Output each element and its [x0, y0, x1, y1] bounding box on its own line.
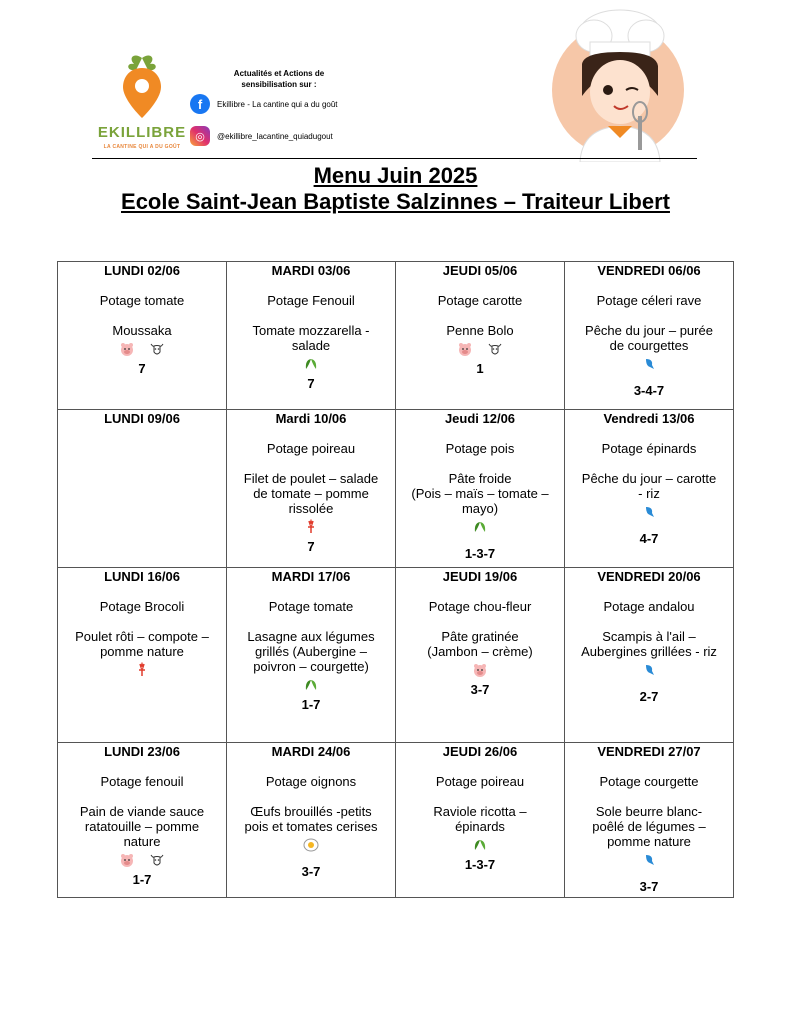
- main-dish: [233, 804, 389, 834]
- day-label: LUNDI 02/06: [104, 263, 180, 278]
- menu-week-row: [58, 262, 734, 410]
- diet-icons: [233, 838, 389, 854]
- menu-day-cell: [58, 568, 227, 743]
- main-dish-line: (Jambon – crème): [427, 644, 533, 659]
- menu-week-row: [58, 568, 734, 743]
- fish-icon: [641, 356, 657, 375]
- main-dish-line: poivron – courgette): [253, 659, 369, 674]
- allergen-codes: 2-7: [639, 689, 659, 704]
- allergen-codes: 3-7: [301, 864, 321, 879]
- main-dish-line: Pâte gratinée: [441, 629, 519, 644]
- diet-icons: [233, 678, 389, 694]
- main-dish-line: Scampis à l'ail –: [602, 629, 696, 644]
- menu-day-cell: [396, 410, 565, 568]
- main-dish-line: Lasagne aux légumes: [247, 629, 375, 644]
- soup-label: Potage andalou: [603, 599, 695, 614]
- cow-icon: [149, 852, 165, 871]
- diet-icons: [233, 520, 389, 536]
- brand-name: EKILLIBRE: [97, 124, 187, 141]
- main-dish: [571, 471, 727, 501]
- menu-week-row: [58, 743, 734, 898]
- soup-label: Potage carotte: [437, 293, 523, 308]
- main-dish-line: Penne Bolo: [446, 323, 514, 338]
- instagram-handle: @ekillibre_lacantine_quiadugout: [217, 131, 333, 141]
- main-dish: [571, 804, 727, 849]
- pig-icon: [119, 341, 135, 360]
- main-dish-line: mayo): [461, 501, 499, 516]
- day-label: VENDREDI 20/06: [597, 569, 701, 584]
- soup-label: Potage Brocoli: [99, 599, 185, 614]
- ekillibre-logo: [92, 52, 192, 162]
- day-label: LUNDI 23/06: [104, 744, 180, 759]
- main-dish-line: épinards: [455, 819, 505, 834]
- allergen-codes: 4-7: [639, 531, 659, 546]
- fish-icon: [641, 852, 657, 871]
- main-dish: [233, 471, 389, 516]
- cow-icon: [487, 341, 503, 360]
- day-label: Mardi 10/06: [275, 411, 347, 426]
- main-dish-line: rissolée: [288, 501, 334, 516]
- day-label: VENDREDI 27/07: [597, 744, 701, 759]
- main-dish-line: salade: [291, 338, 331, 353]
- diet-icons: [64, 342, 220, 358]
- allergen-codes: 1-7: [132, 872, 152, 887]
- vegetarian-leaf-icon: [303, 677, 319, 696]
- main-dish-line: ratatouille – pomme: [84, 819, 200, 834]
- main-dish-line: Aubergines grillées - riz: [581, 644, 717, 659]
- menu-day-cell: [227, 410, 396, 568]
- main-dish: [571, 323, 727, 353]
- main-dish: [402, 629, 558, 659]
- menu-day-cell: [396, 568, 565, 743]
- day-label: JEUDI 26/06: [442, 744, 518, 759]
- main-dish-line: poêlé de légumes –: [592, 819, 706, 834]
- main-dish-line: Moussaka: [112, 323, 172, 338]
- day-label: LUNDI 16/06: [104, 569, 180, 584]
- menu-day-cell: [227, 262, 396, 410]
- main-dish-line: Tomate mozzarella -: [252, 323, 370, 338]
- main-dish-line: Sole beurre blanc-: [595, 804, 703, 819]
- cow-icon: [149, 341, 165, 360]
- allergen-codes: 3-7: [470, 682, 490, 697]
- menu-day-cell: [58, 410, 227, 568]
- main-dish-line: grillés (Aubergine –: [254, 644, 367, 659]
- diet-icons: [402, 342, 558, 358]
- main-dish: [571, 629, 727, 659]
- menu-day-cell: [227, 743, 396, 898]
- main-dish-line: de tomate – pomme: [253, 486, 369, 501]
- diet-icons: [402, 520, 558, 536]
- soup-label: Potage Fenouil: [267, 293, 355, 308]
- instagram-icon: ◎: [190, 126, 210, 146]
- main-dish-line: Pêche du jour – purée: [585, 323, 713, 338]
- day-label: Jeudi 12/06: [444, 411, 516, 426]
- menu-day-cell: [227, 568, 396, 743]
- facebook-icon: f: [190, 94, 210, 114]
- soup-label: Potage tomate: [99, 293, 185, 308]
- chef-illustration: [522, 4, 697, 162]
- menu-day-cell: [565, 743, 734, 898]
- page-subtitle: Ecole Saint-Jean Baptiste Salzinnes – Traiteur Libert: [121, 189, 670, 214]
- egg-icon: [303, 837, 319, 856]
- main-dish: [402, 323, 558, 338]
- menu-day-cell: [396, 262, 565, 410]
- menu-day-cell: [565, 568, 734, 743]
- social-heading: Actualités et Actions de sensibilisation sur :: [233, 69, 325, 89]
- main-dish-line: de courgettes: [609, 338, 689, 353]
- menu-day-cell: [565, 410, 734, 568]
- allergen-codes: 1-3-7: [464, 857, 496, 872]
- allergen-codes: 7: [307, 539, 315, 554]
- main-dish-line: Œufs brouillés -petits: [250, 804, 372, 819]
- soup-label: Potage poireau: [435, 774, 525, 789]
- diet-icons: [571, 663, 727, 679]
- facebook-handle: Ekillibre - La cantine qui a du goût: [217, 99, 338, 109]
- day-label: VENDREDI 06/06: [597, 263, 701, 278]
- menu-day-cell: [58, 262, 227, 410]
- main-dish: [233, 629, 389, 674]
- soup-label: Potage épinards: [601, 441, 697, 456]
- main-dish-line: - riz: [638, 486, 660, 501]
- pig-icon: [472, 662, 488, 681]
- soup-label: Potage oignons: [265, 774, 357, 789]
- menu-day-cell: [58, 743, 227, 898]
- allergen-codes: 1: [476, 361, 484, 376]
- main-dish-line: pomme nature: [607, 834, 691, 849]
- page-title: Menu Juin 2025: [313, 163, 478, 188]
- main-dish: [402, 804, 558, 834]
- diet-icons: [571, 853, 727, 869]
- vegetarian-leaf-icon: [303, 356, 319, 375]
- diet-icons: [233, 357, 389, 373]
- allergen-codes: 3-7: [639, 879, 659, 894]
- main-dish-line: Pain de viande sauce: [79, 804, 205, 819]
- main-dish-line: Raviole ricotta –: [433, 804, 527, 819]
- main-dish-line: Filet de poulet – salade: [243, 471, 379, 486]
- main-dish-line: pomme nature: [100, 644, 184, 659]
- menu-week-row: [58, 410, 734, 568]
- main-dish: [64, 629, 220, 659]
- main-dish-line: Poulet rôti – compote –: [75, 629, 209, 644]
- vegetarian-leaf-icon: [472, 837, 488, 856]
- diet-icons: [402, 663, 558, 679]
- main-dish: [64, 804, 220, 849]
- soup-label: Potage tomate: [268, 599, 354, 614]
- chicken-icon: [303, 519, 319, 538]
- soup-label: Potage chou-fleur: [428, 599, 532, 614]
- pig-icon: [119, 852, 135, 871]
- main-dish-line: Pâte froide: [448, 471, 512, 486]
- day-label: Vendredi 13/06: [603, 411, 695, 426]
- main-dish: [64, 323, 220, 338]
- main-dish: [402, 471, 558, 516]
- main-dish-line: (Pois – maïs – tomate –: [411, 486, 549, 501]
- soup-label: Potage courgette: [599, 774, 699, 789]
- soup-label: Potage céleri rave: [596, 293, 702, 308]
- pig-icon: [457, 341, 473, 360]
- diet-icons: [571, 505, 727, 521]
- chicken-icon: [134, 662, 150, 681]
- day-label: LUNDI 09/06: [104, 411, 180, 426]
- menu-day-cell: [565, 262, 734, 410]
- allergen-codes: 1-3-7: [464, 546, 496, 561]
- diet-icons: [571, 357, 727, 373]
- main-dish-line: nature: [123, 834, 161, 849]
- soup-label: Potage pois: [445, 441, 515, 456]
- diet-icons: [402, 838, 558, 854]
- main-dish-line: pois et tomates cerises: [244, 819, 378, 834]
- fish-icon: [641, 504, 657, 523]
- main-dish: [233, 323, 389, 353]
- instagram-link[interactable]: [190, 126, 333, 146]
- main-dish-line: Pêche du jour – carotte: [581, 471, 717, 486]
- menu-table: [57, 261, 734, 898]
- allergen-codes: 3-4-7: [633, 383, 665, 398]
- day-label: MARDI 03/06: [271, 263, 351, 278]
- soup-label: Potage poireau: [266, 441, 356, 456]
- day-label: MARDI 17/06: [271, 569, 351, 584]
- menu-day-cell: [396, 743, 565, 898]
- day-label: JEUDI 05/06: [442, 263, 518, 278]
- diet-icons: [64, 663, 220, 679]
- header-divider: [92, 158, 697, 159]
- allergen-codes: 7: [138, 361, 146, 376]
- fish-icon: [641, 662, 657, 681]
- allergen-codes: 7: [307, 376, 315, 391]
- diet-icons: [64, 853, 220, 869]
- carrot-pin-icon: [92, 52, 192, 122]
- brand-tagline: LA CANTINE QUI A DU GOÛT: [103, 144, 181, 150]
- vegetarian-leaf-icon: [472, 519, 488, 538]
- day-label: MARDI 24/06: [271, 744, 351, 759]
- day-label: JEUDI 19/06: [442, 569, 518, 584]
- facebook-link[interactable]: [190, 94, 338, 114]
- allergen-codes: 1-7: [301, 697, 321, 712]
- soup-label: Potage fenouil: [100, 774, 184, 789]
